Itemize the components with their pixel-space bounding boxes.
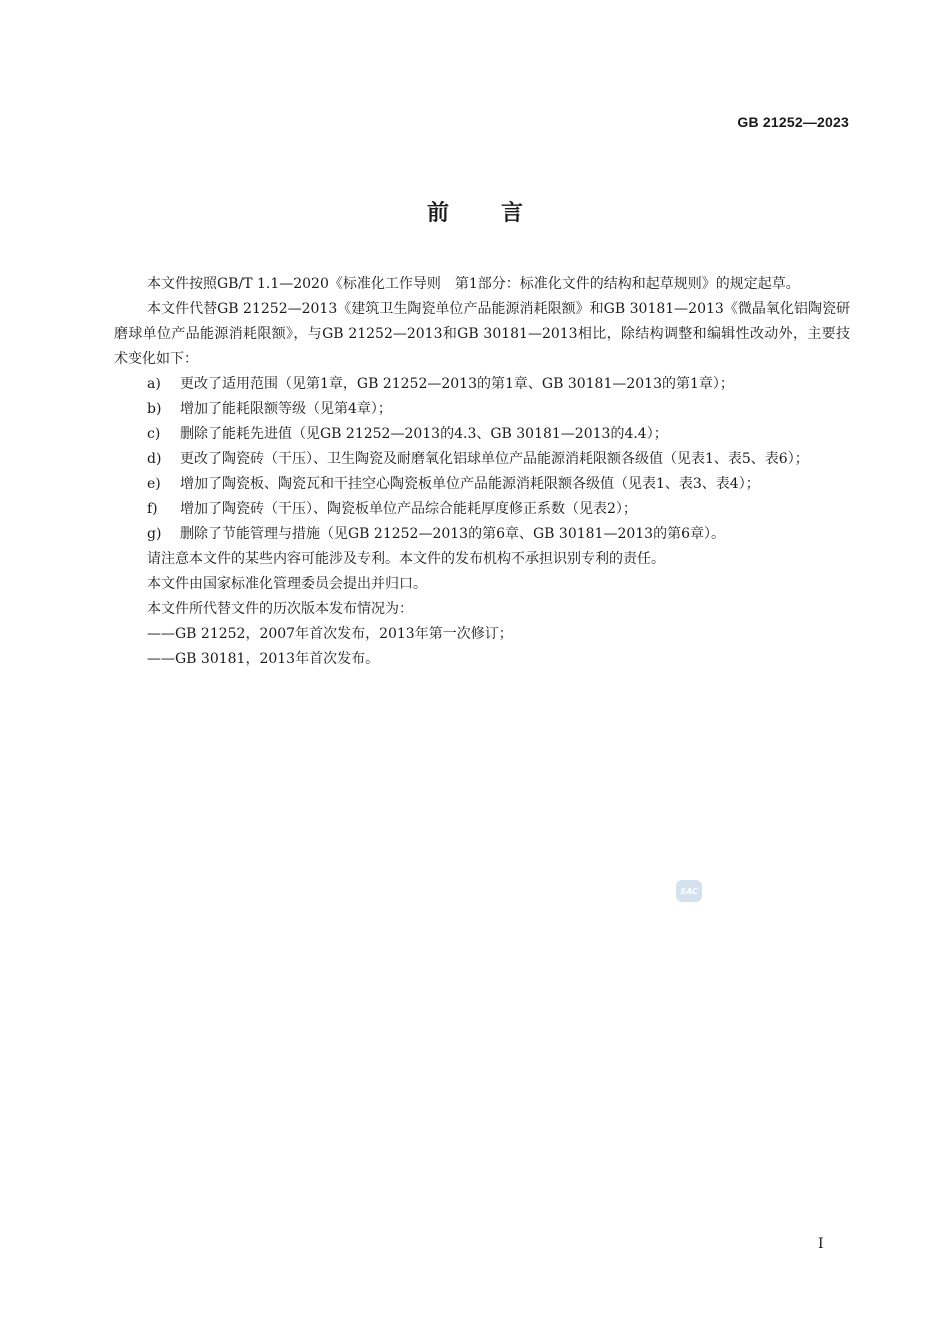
list-item-text: 更改了适用范围（见第1章，GB 21252—2013的第1章、GB 30181—2013的第1章）； [180,376,734,392]
list-item [114,422,850,447]
list-item [114,472,850,497]
list-item-text: 增加了能耗限额等级（见第4章）； [180,401,392,417]
paragraph-history-intro: 本文件所代替文件的历次版本发布情况为： [147,601,413,617]
list-marker: e) [147,476,161,492]
list-item [114,372,850,397]
list-marker: a) [147,376,161,392]
list-item [114,397,850,422]
list-item [114,497,850,522]
list-item-text: 删除了节能管理与措施（见GB 21252—2013的第6章、GB 30181—2013的第6章）。 [180,526,725,542]
history-item: ——GB 21252，2007年首次发布，2013年第一次修订； [147,626,513,642]
standard-number: GB 21252—2023 [737,114,849,130]
page-title: 前言 [426,201,575,226]
list-item [114,447,850,472]
list-marker: f) [147,501,158,517]
changes-list [114,372,850,547]
list-marker: d) [147,451,162,467]
page-number: I [818,1236,824,1252]
list-item-text: 增加了陶瓷砖（干压）、陶瓷板单位产品综合能耗厚度修正系数（见表2）； [180,501,637,517]
list-item-text: 更改了陶瓷砖（干压）、卫生陶瓷及耐磨氧化铝球单位产品能源消耗限额各级值（见表1、表5、表6）； [180,451,809,467]
list-item [114,522,850,547]
sac-logo-watermark: SAC [676,880,702,902]
history-list [114,622,850,672]
paragraph-replacement: 本文件代替GB 21252—2013《建筑卫生陶瓷单位产品能源消耗限额》和GB 30181—2013《微晶氧化铝陶瓷研磨球单位产品能源消耗限额》，与GB 21252—2013和GB 30181—2013相比，除结构调整和编辑性改动外，主要技术变化如下： [114,301,850,367]
list-marker: g) [147,526,162,542]
paragraph-patent-notice: 请注意本文件的某些内容可能涉及专利。本文件的发布机构不承担识别专利的责任。 [147,551,665,567]
foreword-body [114,272,850,672]
list-marker: c) [147,426,161,442]
history-item: ——GB 30181，2013年首次发布。 [147,651,380,667]
list-item-text: 增加了陶瓷板、陶瓷瓦和干挂空心陶瓷板单位产品能源消耗限额各级值（见表1、表3、表4）； [180,476,760,492]
list-item-text: 删除了能耗先进值（见GB 21252—2013的4.3、GB 30181—2013的4.4）； [180,426,668,442]
paragraph-drafting-rules: 本文件按照GB/T 1.1—2020《标准化工作导则 第1部分：标准化文件的结构和起草规则》的规定起草。 [147,276,800,292]
list-marker: b) [147,401,162,417]
paragraph-proposer: 本文件由国家标准化管理委员会提出并归口。 [147,576,427,592]
